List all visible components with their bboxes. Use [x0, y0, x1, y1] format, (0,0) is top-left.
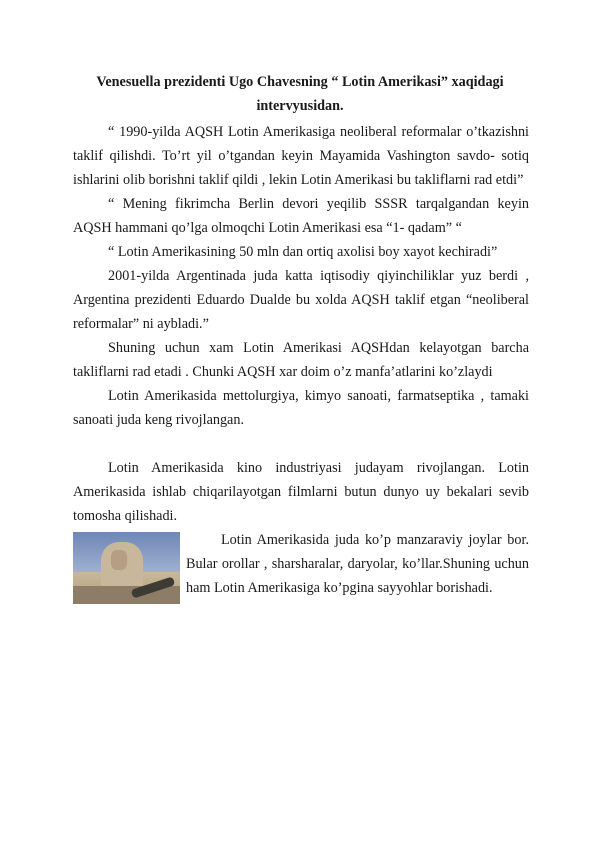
- paragraph-rejection: Shuning uchun xam Lotin Amerikasi AQSHdan kelayotgan barcha takliflarni rad etadi . Chunki AQSH xar doim o’z manfa’atlarini ko’zlaydi: [73, 340, 529, 380]
- paragraph-berlin: “ Mening fikrimcha Berlin devori yeqilib SSSR tarqalgandan keyin AQSH hammani qo’lga olmoqchi Lotin Amerikasi esa “1- qadam” “: [73, 196, 529, 236]
- landscape-photo: [73, 532, 180, 604]
- paragraph-1990: “ 1990-yilda AQSH Lotin Amerikasiga neoliberal reformalar o’tkazishni taklif qilishdi. To’rt yil o’tgandan keyin Mayamida Vashington savdo- sotiq ishlarini olib borishni taklif qildi , lekin Lotin Amerikasi bu takliflarni rad etdi”: [73, 124, 529, 188]
- paragraph-spacer: [73, 432, 529, 456]
- paragraph-argentina: 2001-yilda Argentinada juda katta iqtisodiy qiyinchiliklar yuz berdi , Argentina prezidenti Eduardo Dualde bu xolda AQSH taklif etgan “neoliberal reformalar” ni aybladi.”: [73, 268, 529, 332]
- document-title: Venesuella prezidenti Ugo Chavesning “ Lotin Amerikasi” xaqidagi intervyusidan.: [96, 74, 504, 114]
- paragraph-population: “ Lotin Amerikasining 50 mln dan ortiq axolisi boy xayot kechiradi”: [108, 244, 498, 260]
- document-body: [73, 120, 529, 608]
- paragraph-industry: Lotin Amerikasida mettolurgiya, kimyo sanoati, farmatseptika , tamaki sanoati juda keng rivojlangan.: [73, 388, 529, 428]
- ground-shape: [73, 586, 180, 604]
- paragraph-cinema: Lotin Amerikasida kino industriyasi judayam rivojlangan. Lotin Amerikasida ishlab chiqarilayotgan filmlarni butun dunyo uy bekalari sevib tomosha qilishadi.: [73, 460, 529, 524]
- paragraph-tourism: Lotin Amerikasida juda ko’p manzaraviy joylar bor. Bular orollar , sharsharalar, daryolar, ko’llar.Shuning uchun ham Lotin Amerikasiga ko’pgina sayyohlar borishadi.: [186, 532, 529, 596]
- figure-row: [73, 528, 529, 608]
- monument-face-shape: [111, 550, 127, 570]
